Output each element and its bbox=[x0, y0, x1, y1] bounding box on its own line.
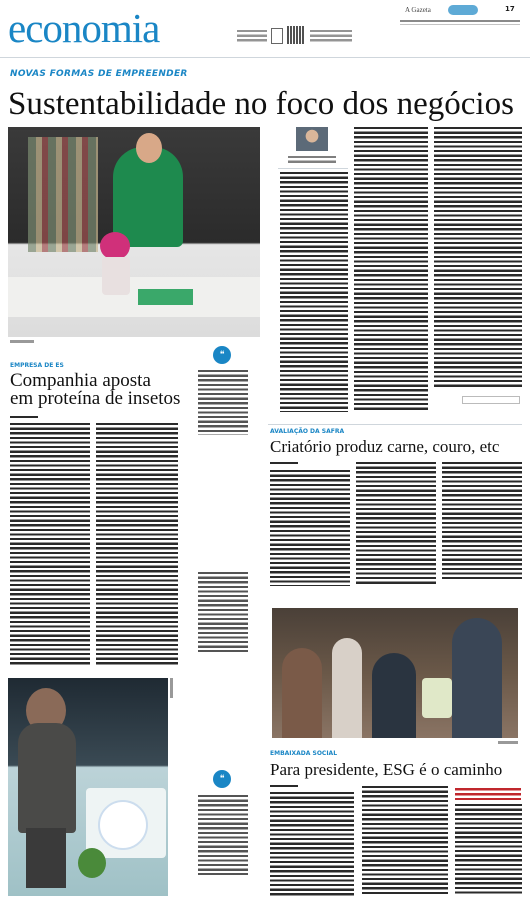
social-icons bbox=[448, 5, 478, 15]
page-number: 17 bbox=[505, 5, 515, 13]
publication-date bbox=[400, 20, 520, 25]
main-photo bbox=[8, 127, 260, 337]
photo-credit-1 bbox=[10, 340, 34, 343]
article-1-col-a bbox=[10, 423, 90, 667]
article-1-col-b bbox=[96, 423, 178, 667]
mast-info-text bbox=[237, 30, 267, 44]
main-kicker: NOVAS FORMAS DE EMPREENDER bbox=[10, 69, 188, 79]
article-3-col-a bbox=[270, 792, 354, 896]
article-col-b bbox=[354, 127, 428, 412]
entrepreneur-photo bbox=[8, 678, 168, 896]
photo-credit-3 bbox=[498, 741, 518, 744]
article-col-a bbox=[280, 172, 348, 412]
mast-icon-box bbox=[271, 28, 283, 44]
article-2-col-c bbox=[442, 462, 522, 580]
article-1-headline-1: Companhia aposta bbox=[10, 370, 151, 391]
article-3-headline: Para presidente, ESG é o caminho bbox=[270, 760, 503, 779]
article-1-headline-2: em proteína de insetos bbox=[10, 388, 181, 409]
article-2-col-a bbox=[270, 470, 350, 586]
event-photo bbox=[272, 608, 518, 738]
article-2-byline bbox=[270, 462, 298, 466]
quote-3 bbox=[198, 795, 248, 875]
main-headline: Sustentabilidade no foco dos negócios bbox=[8, 86, 514, 122]
quote-1 bbox=[198, 370, 248, 435]
article-1-tag: EMPRESA DE ES bbox=[10, 362, 64, 369]
photo-credit-2 bbox=[170, 678, 173, 698]
article-2-divider bbox=[268, 424, 522, 425]
author-divider bbox=[278, 168, 348, 169]
quote-icon: ❝ bbox=[213, 346, 231, 364]
sidebar-alert-heading bbox=[455, 788, 521, 800]
article-3-byline bbox=[270, 785, 298, 789]
qr-code-icon bbox=[287, 26, 305, 44]
article-col-c bbox=[434, 127, 522, 387]
article-3-tag: EMBAIXADA SOCIAL bbox=[270, 750, 338, 757]
author-name bbox=[288, 156, 336, 164]
article-2-col-b bbox=[356, 462, 436, 586]
mast-contact-text bbox=[310, 30, 352, 44]
article-2-tag: AVALIAÇÃO DA SAFRA bbox=[270, 428, 345, 435]
article-3-col-b bbox=[362, 786, 448, 896]
publication-name: A Gazeta bbox=[405, 6, 431, 14]
quote-2 bbox=[198, 572, 248, 652]
section-title: economia bbox=[8, 5, 160, 51]
article-1-byline bbox=[10, 416, 38, 420]
author-email bbox=[462, 396, 520, 404]
article-2-headline: Criatório produz carne, couro, etc bbox=[270, 437, 500, 456]
sidebar-col bbox=[455, 804, 522, 896]
quote-icon-2: ❝ bbox=[213, 770, 231, 788]
author-avatar bbox=[296, 127, 328, 151]
